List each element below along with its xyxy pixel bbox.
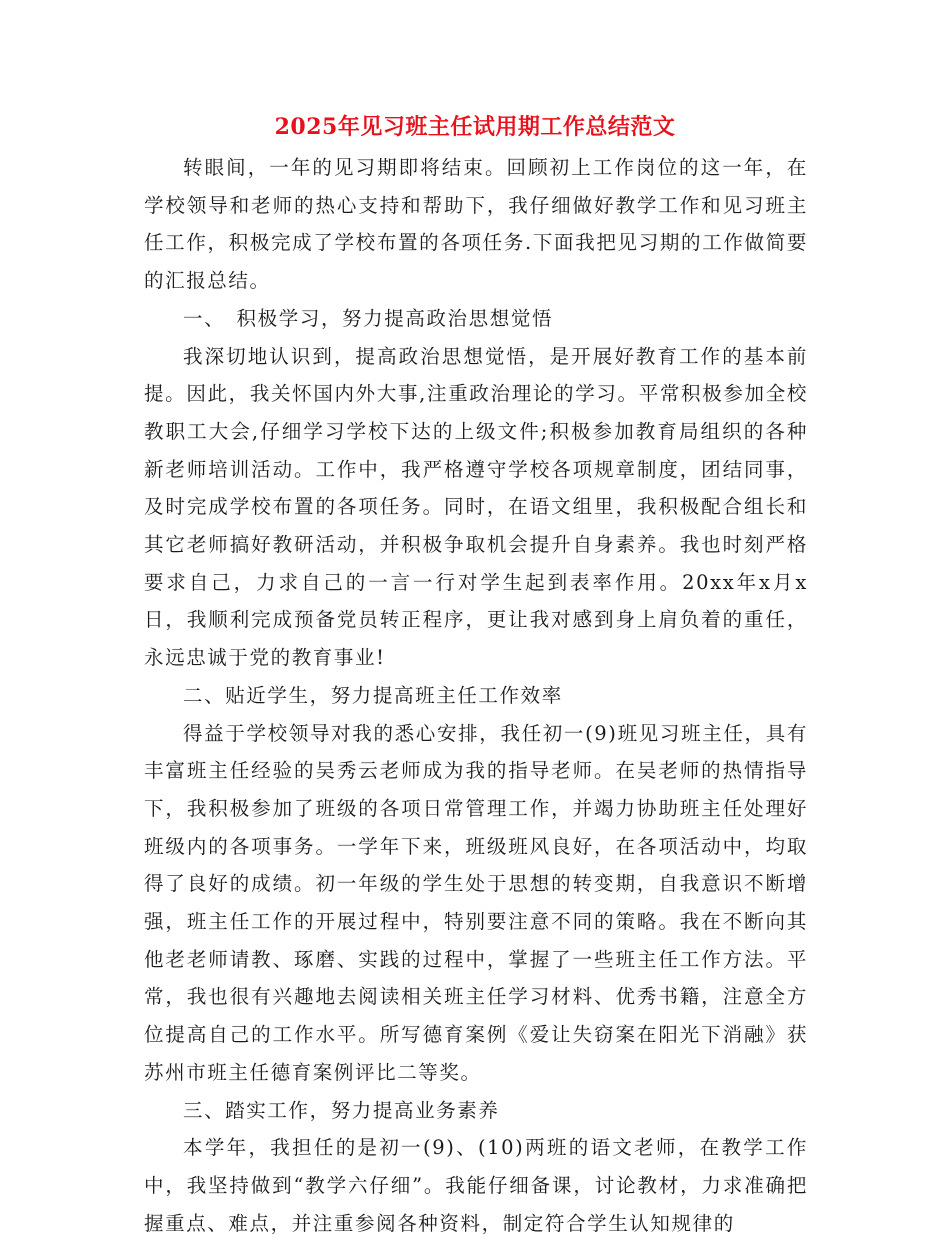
document-title: 2025年见习班主任试用期工作总结范文 bbox=[274, 114, 676, 140]
document-body bbox=[144, 149, 808, 1242]
section-heading-3: 三、踏实工作，努力提高业务素养 bbox=[183, 1098, 500, 1122]
section-heading-1: 一、 积极学习，努力提高政治思想觉悟 bbox=[183, 306, 554, 330]
section-3-paragraph: 本学年，我担任的是初一(9)、(10)两班的语文老师，在教学工作中，我坚持做到“教学六仔细”。我能仔细备课，讨论教材，力求准确把握重点、难点，并注重参阅各种资料，制定符合学生认知规律的 bbox=[144, 1136, 808, 1235]
section-2-paragraph: 得益于学校领导对我的悉心安排，我任初一(9)班见习班主任，具有丰富班主任经验的吴秀云老师成为我的指导老师。在吴老师的热情指导下，我积极参加了班级的各项日常管理工作，并竭力协助班主任处理好班级内的各项事务。一学年下来，班级班风良好，在各项活动中，均取得了良好的成绩。初一年级的学生处于思想的转变期，自我意识不断增强，班主任工作的开展过程中，特别要注意不同的策略。我在不断向其他老老师请教、琢磨、实践的过程中，掌握了一些班主任工作方法。平常，我也很有兴趣地去阅读相关班主任学习材料、优秀书籍，注意全方位提高自己的工作水平。所写德育案例《爱让失窃案在阳光下消融》获苏州市班主任德育案例评比二等奖。 bbox=[144, 721, 808, 1084]
section-1-paragraph: 我深切地认识到，提高政治思想觉悟，是开展好教育工作的基本前提。因此，我关怀国内外大事,注重政治理论的学习。平常积极参加全校教职工大会,仔细学习学校下达的上级文件;积极参加教育局组织的各种新老师培训活动。工作中，我严格遵守学校各项规章制度，团结同事，及时完成学校布置的各项任务。同时，在语文组里，我积极配合组长和其它老师搞好教研活动，并积极争取机会提升自身素养。我也时刻严格要求自己，力求自己的一言一行对学生起到表率作用。20xx年x月x日，我顺利完成预备党员转正程序，更让我对感到身上肩负着的重任，永远忠诚于党的教育事业! bbox=[144, 344, 808, 670]
section-heading-2: 二、贴近学生，努力提高班主任工作效率 bbox=[183, 683, 563, 707]
intro-paragraph: 转眼间，一年的见习期即将结束。回顾初上工作岗位的这一年，在学校领导和老师的热心支持和帮助下，我仔细做好教学工作和见习班主任工作，积极完成了学校布置的各项任务.下面我把见习期的工作做简要的汇报总结。 bbox=[144, 156, 808, 293]
